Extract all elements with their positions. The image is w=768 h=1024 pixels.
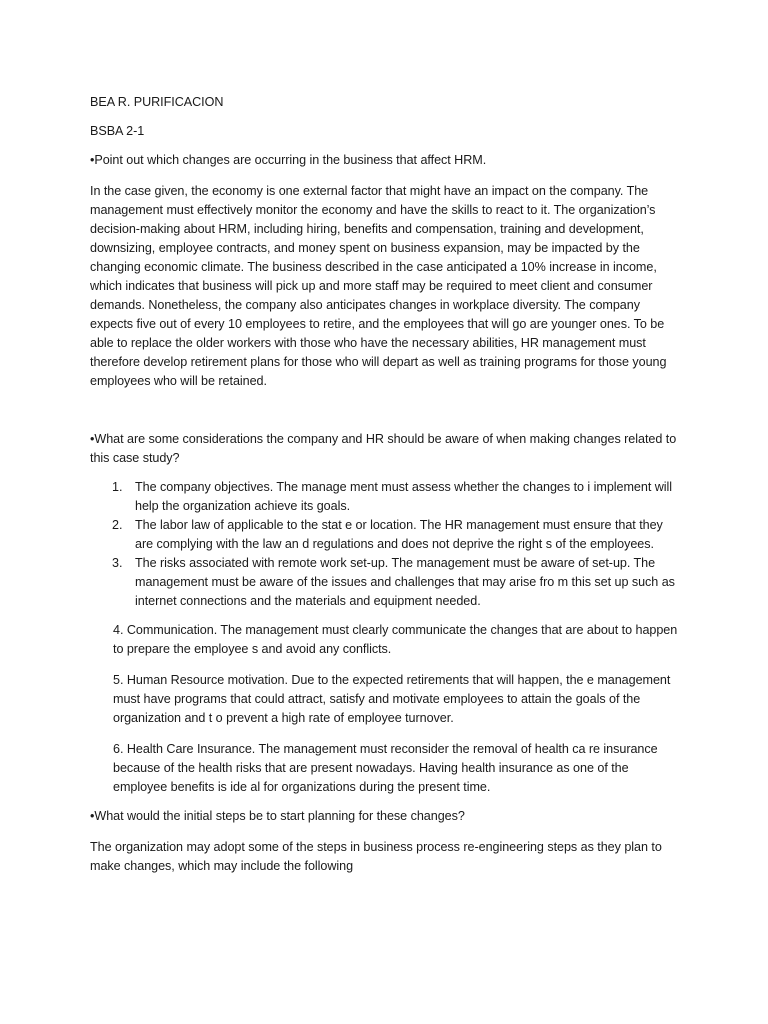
list-item-number: 3. (112, 556, 123, 570)
question-1: •Point out which changes are occurring in the business that affect HRM. (90, 153, 487, 167)
question-3: •What would the initial steps be to start planning for these changes? (90, 809, 465, 823)
author-name: BEA R. PURIFICACION (90, 95, 224, 109)
list-item-text: The labor law of applicable to the stat e or location. The HR management must ensure that they are complying with the law an d regulations and does not deprive the right s of the employees. (135, 518, 663, 551)
consideration-hr-motivation: 5. Human Resource motivation. Due to the expected retirements that will happen, the e management must have programs that could attract, satisfy and motivate employees to attain the goals of the organization and t o prevent a high rate of employee turnover. (113, 673, 671, 725)
answer-1: In the case given, the economy is one external factor that might have an impact on the company. The management must effectively monitor the economy and have the skills to react to it. The organization’s decision-making about HRM, including hiring, benefits and compensation, training and development, downsizing, employee contracts, and money spent on business expansion, may be impacted by the changing economic climate. The business described in the case anticipated a 10% increase in income, which indicates that business will pick up and more staff may be required to meet client and consumer demands. Nonetheless, the company also anticipates changes in workplace diversity. The company expects five out of every 10 employees to retire, and the employees that will go are younger ones. To be able to replace the older workers with those who have the necessary abilities, HR management must therefore develop retirement plans for those who will depart as well as training programs for those young employees who will be retained. (90, 184, 667, 388)
list-item (90, 554, 680, 611)
list-item (90, 478, 680, 516)
document-body (90, 93, 680, 876)
considerations-list (90, 478, 680, 611)
list-item-number: 1. (112, 480, 123, 494)
answer-3: The organization may adopt some of the steps in business process re-engineering steps as they plan to make changes, which may include the following (90, 840, 662, 873)
consideration-health-insurance: 6. Health Care Insurance. The management must reconsider the removal of health ca re insurance because of the health risks that are present nowadays. Having health insurance as one of the employee benefits is ide al for organizations during the present time. (113, 742, 658, 794)
question-2: •What are some considerations the company and HR should be aware of when making changes related to this case study? (90, 432, 677, 465)
list-item (90, 516, 680, 554)
author-section: BSBA 2-1 (90, 124, 145, 138)
list-item-number: 2. (112, 518, 123, 532)
list-item-text: The risks associated with remote work set-up. The management must be aware of set-up. The management must be aware of the issues and challenges that may arise fro m this set up such as internet connections and the materials and equipment needed. (135, 556, 675, 608)
list-item-text: The company objectives. The manage ment must assess whether the changes to i implement will help the organization achieve its goals. (135, 480, 673, 513)
consideration-communication: 4. Communication. The management must clearly communicate the changes that are about to happen to prepare the employee s and avoid any conflicts. (113, 623, 678, 656)
